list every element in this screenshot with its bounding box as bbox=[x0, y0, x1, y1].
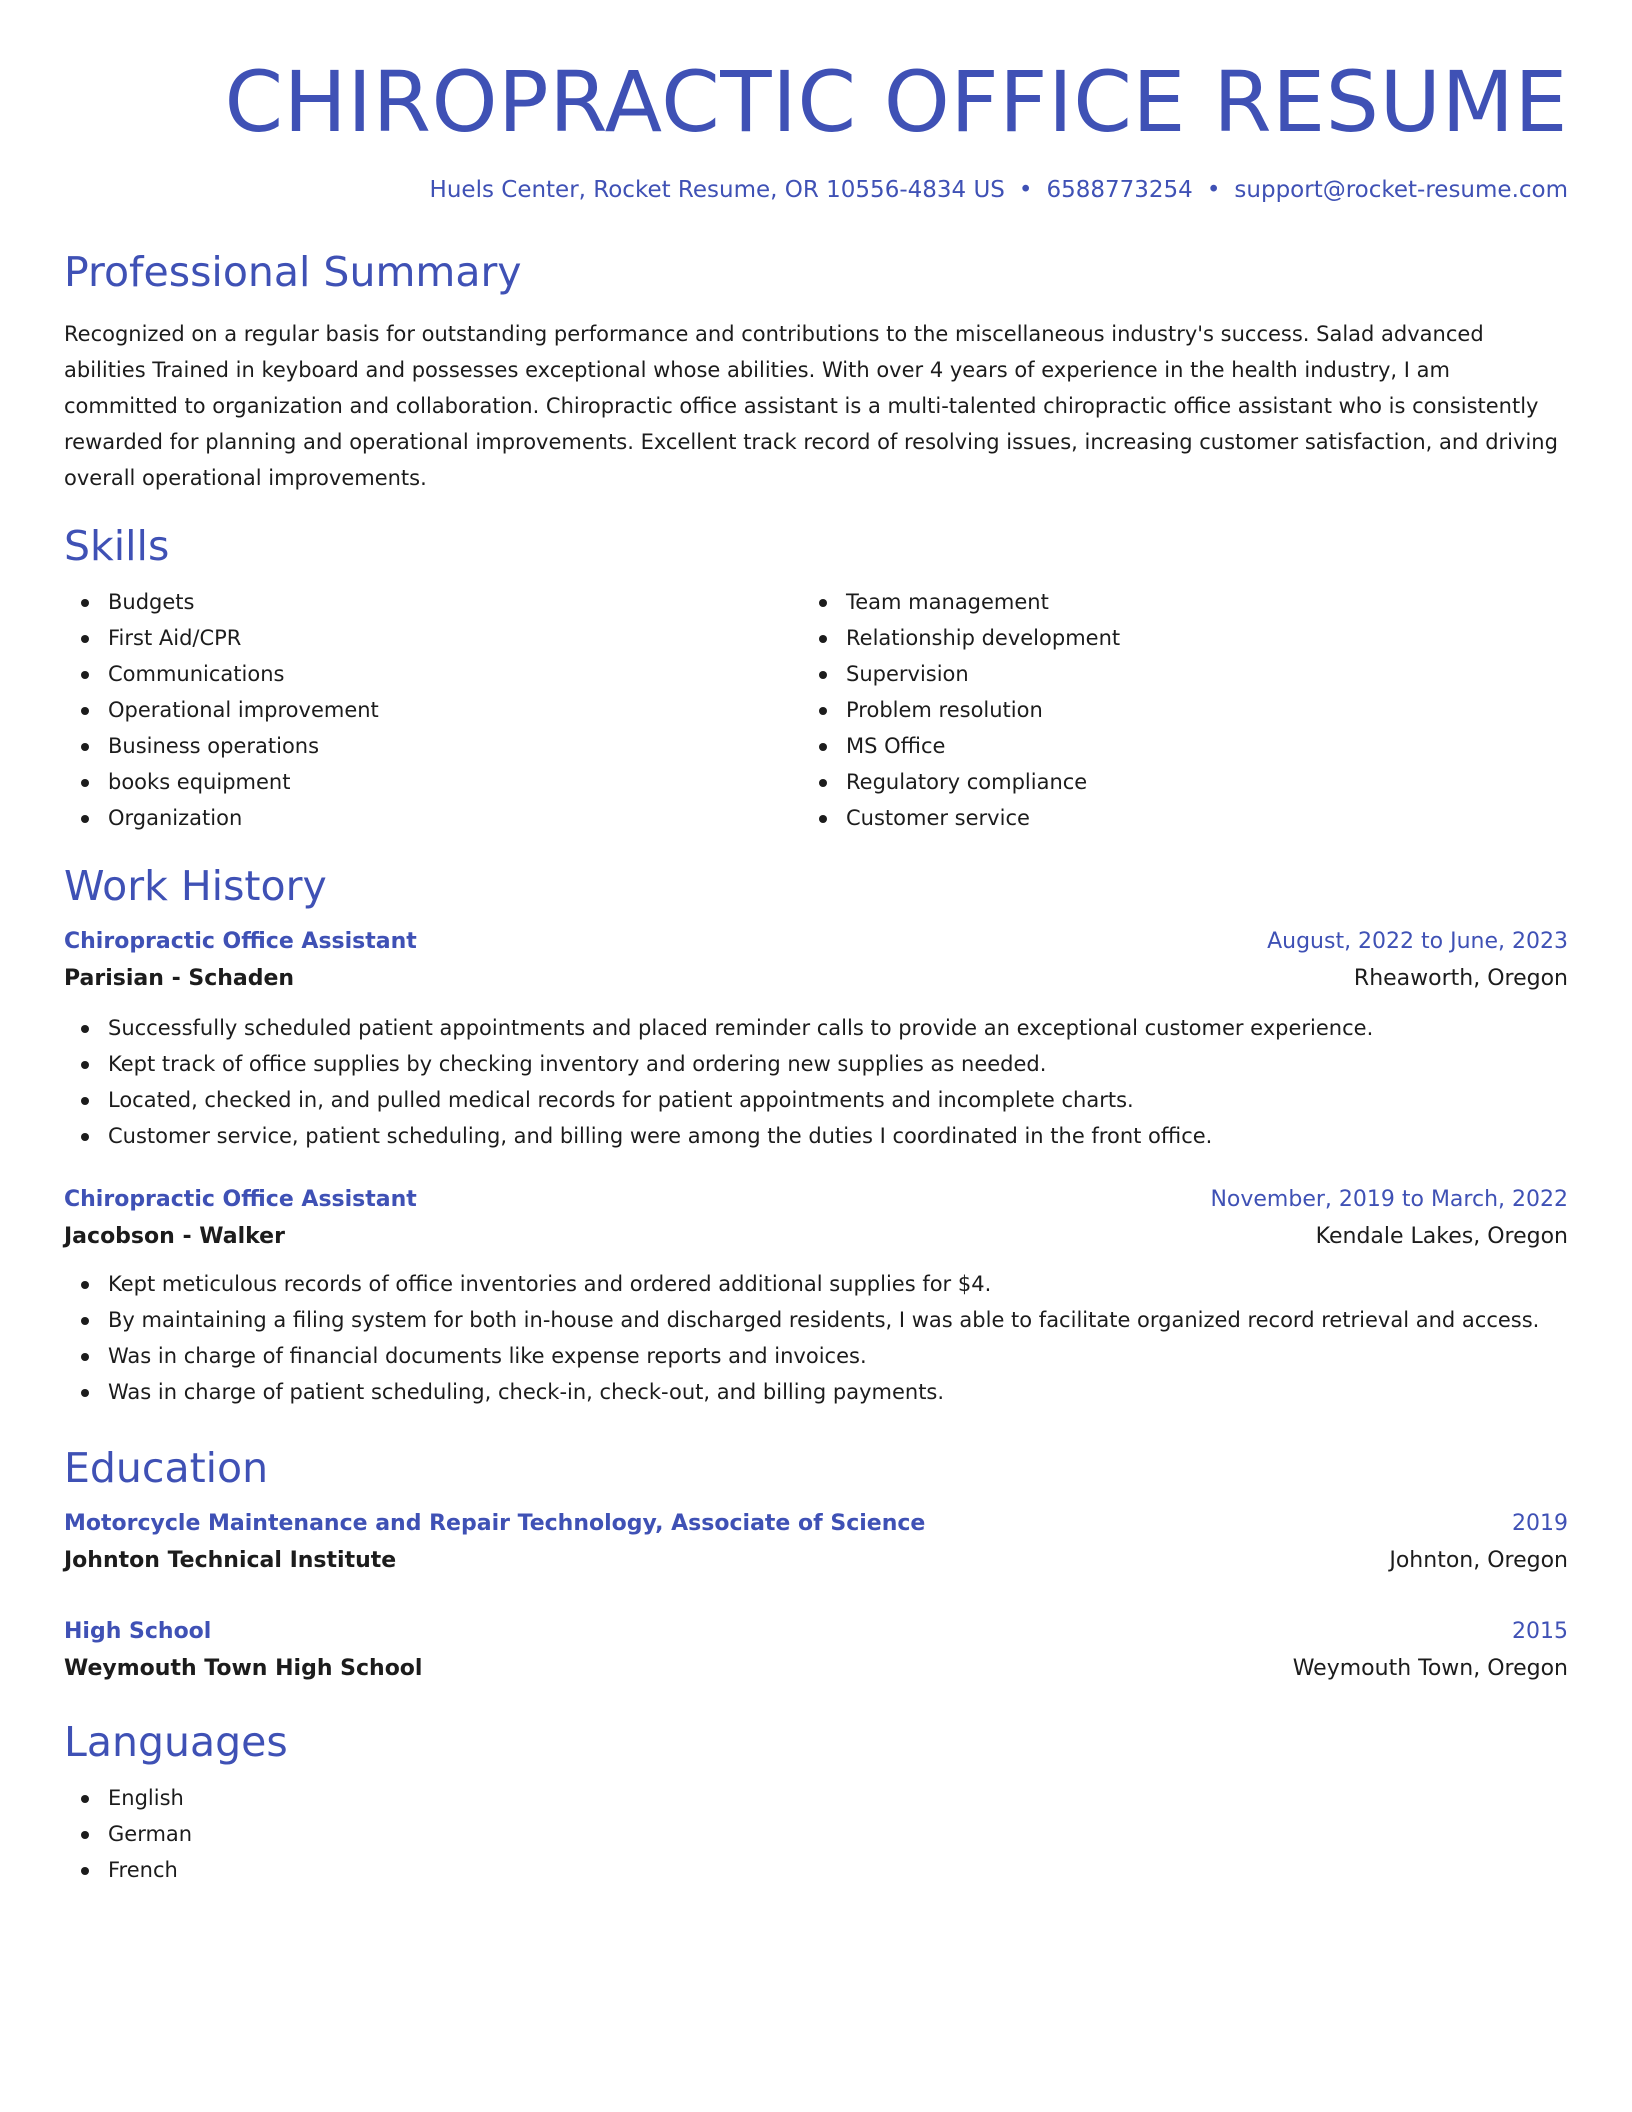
skill-item: Operational improvement bbox=[64, 692, 802, 728]
skill-item: Problem resolution bbox=[802, 692, 1540, 728]
skill-item: Regulatory compliance bbox=[802, 764, 1540, 800]
work-heading: Work History bbox=[64, 862, 327, 910]
job-bullet: Kept track of office supplies by checking inventory and ordering new supplies as needed. bbox=[64, 1046, 1568, 1082]
job-bullet: By maintaining a filing system for both in-house and discharged residents, I was able to facilitate organized record retrieval and access. bbox=[64, 1302, 1568, 1338]
skill-item: Team management bbox=[802, 584, 1540, 620]
language-item: German bbox=[64, 1816, 1568, 1852]
work-section bbox=[64, 860, 1568, 1410]
education-entry bbox=[64, 1614, 1568, 1688]
contact-separator: • bbox=[1018, 177, 1033, 203]
education-degree: Motorcycle Maintenance and Repair Technology, Associate of Science bbox=[64, 1511, 926, 1536]
skill-item: books equipment bbox=[64, 764, 802, 800]
skill-item: MS Office bbox=[802, 728, 1540, 764]
education-org-row bbox=[64, 1542, 1568, 1580]
summary-section bbox=[64, 246, 1568, 496]
education-location: Johnton, Oregon bbox=[1389, 1548, 1568, 1573]
education-entry bbox=[64, 1506, 1568, 1580]
job-company: Parisian - Schaden bbox=[64, 966, 295, 991]
skill-item: Business operations bbox=[64, 728, 802, 764]
job-bullet: Was in charge of patient scheduling, check-in, check-out, and billing payments. bbox=[64, 1374, 1568, 1410]
languages-list bbox=[64, 1780, 1568, 1888]
contact-line bbox=[64, 174, 1568, 206]
education-location: Weymouth Town, Oregon bbox=[1292, 1656, 1568, 1681]
job-org-row bbox=[64, 960, 1568, 998]
job-bullet: Was in charge of financial documents like expense reports and invoices. bbox=[64, 1338, 1568, 1374]
job-bullets bbox=[64, 1010, 1568, 1154]
job-entry bbox=[64, 1182, 1568, 1410]
resume-title: CHIROPRACTIC OFFICE RESUME bbox=[224, 53, 1568, 151]
job-company: Jacobson - Walker bbox=[64, 1224, 285, 1249]
education-header-row bbox=[64, 1614, 1568, 1650]
job-bullets bbox=[64, 1266, 1568, 1410]
job-title: Chiropractic Office Assistant bbox=[64, 1187, 417, 1212]
skills-section bbox=[64, 520, 1568, 836]
contact-phone: 6588773254 bbox=[1046, 177, 1193, 203]
skill-item: Organization bbox=[64, 800, 802, 836]
skill-item: First Aid/CPR bbox=[64, 620, 802, 656]
skill-item: Relationship development bbox=[802, 620, 1540, 656]
skills-heading: Skills bbox=[64, 522, 170, 570]
skills-list-right bbox=[802, 584, 1540, 836]
education-section bbox=[64, 1442, 1568, 1688]
job-bullet: Customer service, patient scheduling, and billing were among the duties I coordinated in the front office. bbox=[64, 1118, 1568, 1154]
contact-address: Huels Center, Rocket Resume, OR 10556-4834 US bbox=[429, 177, 1005, 203]
contact-email[interactable]: support@rocket-resume.com bbox=[1234, 177, 1568, 203]
job-location: Kendale Lakes, Oregon bbox=[1315, 1224, 1568, 1249]
job-dates: November, 2019 to March, 2022 bbox=[1210, 1187, 1568, 1212]
job-header-row bbox=[64, 924, 1568, 960]
job-entry bbox=[64, 924, 1568, 1154]
education-org-row bbox=[64, 1650, 1568, 1688]
skills-grid bbox=[64, 584, 1568, 836]
skill-item: Customer service bbox=[802, 800, 1540, 836]
job-bullet: Kept meticulous records of office inventories and ordered additional supplies for $4. bbox=[64, 1266, 1568, 1302]
languages-heading: Languages bbox=[64, 1718, 288, 1766]
language-item: French bbox=[64, 1852, 1568, 1888]
summary-heading: Professional Summary bbox=[64, 248, 522, 296]
contact-separator: • bbox=[1206, 177, 1221, 203]
education-school: Johnton Technical Institute bbox=[64, 1548, 397, 1573]
job-header-row bbox=[64, 1182, 1568, 1218]
skill-item: Supervision bbox=[802, 656, 1540, 692]
languages-section bbox=[64, 1716, 1568, 1888]
job-org-row bbox=[64, 1218, 1568, 1256]
education-school: Weymouth Town High School bbox=[64, 1656, 423, 1681]
summary-text: Recognized on a regular basis for outstanding performance and contributions to the miscellaneous industry's success. Salad advanced abilities Trained in keyboard and possesses exceptional whose abilities. With over 4 years of experience in the health industry, I am committed to organization and collaboration. Chiropractic office assistant is a multi-talented chiropractic office assistant who is consistently rewarded for planning and operational improvements. Excellent track record of resolving issues, increasing customer satisfaction, and driving overall operational improvements. bbox=[64, 322, 1558, 490]
education-degree: High School bbox=[64, 1619, 212, 1644]
job-title: Chiropractic Office Assistant bbox=[64, 929, 417, 954]
skills-list-left bbox=[64, 584, 802, 836]
job-bullet: Successfully scheduled patient appointments and placed reminder calls to provide an exceptional customer experience. bbox=[64, 1010, 1568, 1046]
education-year: 2019 bbox=[1512, 1511, 1568, 1536]
skill-item: Budgets bbox=[64, 584, 802, 620]
language-item: English bbox=[64, 1780, 1568, 1816]
job-dates: August, 2022 to June, 2023 bbox=[1267, 929, 1568, 954]
job-location: Rheaworth, Oregon bbox=[1353, 966, 1568, 991]
education-header-row bbox=[64, 1506, 1568, 1542]
skill-item: Communications bbox=[64, 656, 802, 692]
education-heading: Education bbox=[64, 1444, 269, 1492]
education-year: 2015 bbox=[1512, 1619, 1568, 1644]
job-bullet: Located, checked in, and pulled medical records for patient appointments and incomplete charts. bbox=[64, 1082, 1568, 1118]
